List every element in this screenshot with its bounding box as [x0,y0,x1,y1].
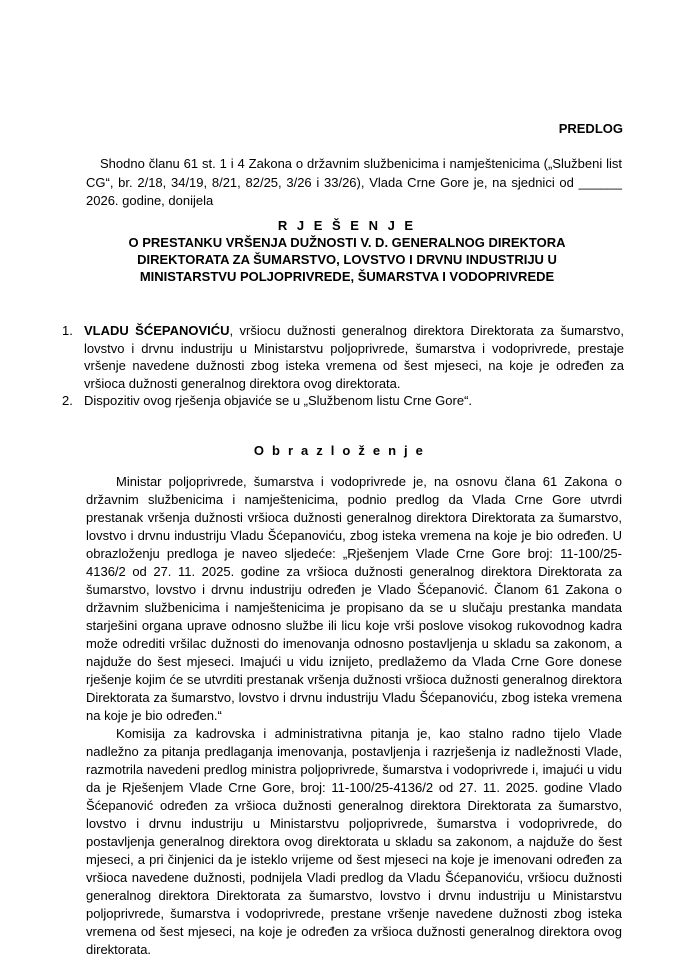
title-line-1: O PRESTANKU VRŠENJA DUŽNOSTI V. D. GENERALNOG DIREKTORA [128,235,566,250]
title-line-3: MINISTARSTVU POLJOPRIVREDE, ŠUMARSTVA I VODOPRIVREDE [139,269,555,284]
list-item [62,322,624,392]
obrazlozenje-paragraph-1: Ministar poljoprivrede, šumarstva i vodoprivrede je, na osnovu člana 61 Zakona o državnim službenicima i namještenicima, podnio predlog da Vlada Crne Gore utvrdi prestanak vršenja dužnosti vršioca dužnosti generalnog direktora Direktorata za šumarstvo, lovstvo i drvnu industriju Vladu Šćepanoviću, zbog isteka vremena na koje je bio određen. U obrazloženju predloga je naveo sljedeće: „Rješenjem Vlade Crne Gore broj: 11-100/25-4136/2 od 27. 11. 2025. godine za vršioca dužnosti generalnog direktora Direktorata za šumarstvo, lovstvo i drvnu industriju određen je Vlado Šćepanović. Članom 61 Zakona o državnim službenicima i namještenicima je propisano da se u slučaju prestanka mandata starješini organa uprave odnosno službe ili licu koje vrši poslove visokog rukovodnog kadra može odrediti vršilac dužnosti do imenovanja odnosno postavljenja u skladu sa zakonom, a najduže do šest mjeseci. Imajući u vidu iznijeto, predlažemo da Vlada Crne Gore donese rješenje kojim će se utvrditi prestanak vršenja dužnosti vršioca dužnosti generalnog direktora Direktorata za šumarstvo, lovstvo i drvnu industriju Vladu Šćepanoviću, zbog isteka vremena na koje je bio određen.“ [86,474,622,723]
rjesenje-heading: R J E Š E N J E [277,218,417,233]
obrazlozenje-paragraph-2: Komisija za kadrovska i administrativna pitanja je, kao stalno radno tijelo Vlade nadležno za pitanja predlaganja imenovanja, postavljenja i razrješenja iz nadležnosti Vlade, razmotrila navedeni predlog ministra poljoprivrede, šumarstva i vodoprivrede i, imajući u vidu da je Rješenjem Vlade Crne Gore, broj: 11-100/25-4136/2 od 27. 11. 2025. godine Vlado Šćepanović određen za vršioca dužnosti generalnog direktora Direktorata za šumarstvo, lovstvo i drvnu industriju u Ministarstvu poljoprivrede, šumarstva i vodoprivrede, do postavljenja generalnog direktora ovog direktorata u skladu sa zakonom, a najduže do šest mjeseci, a pri činjenici da je isteklo vrijeme od šest mjeseci na koje je imenovani određen za vršioca navedene dužnosti, podnijela Vladi predlog da Vladu Šćepanoviću, vršiocu dužnosti generalnog direktora Direktorata za šumarstvo, lovstvo i drvnu industriju u Ministarstvu poljoprivrede, šumarstva i vodoprivrede, prestane vršenje navedene dužnosti zbog isteka vremena od šest mjeseci, na koje je određen za vršioca dužnosti generalnog direktora ovog direktorata. [86,726,622,957]
intro-paragraph: Shodno članu 61 st. 1 i 4 Zakona o državnim službenicima i namještenicima („Službeni list CG“, br. 2/18, 34/19, 8/21, 82/25, 3/26 i 33/26), Vlada Crne Gore je, na sjednici od ______ 2026. godine, donijela [86,156,622,208]
decision-items [62,322,624,410]
item-text [84,322,624,392]
list-item [62,392,624,410]
predlog-label: PREDLOG [558,121,623,136]
item-number: 2. [62,393,73,408]
item-text: Dispozitiv ovog rješenja objaviće se u „Službenom listu Crne Gore“. [84,393,473,408]
obrazlozenje-heading: O b r a z l o ž e n j e [253,443,426,458]
item-body: , vršiocu dužnosti generalnog direktora Direktorata za šumarstvo, lovstvo i drvnu industriju u Ministarstvu poljoprivrede, šumarstva i vodoprivrede, prestaje vršenje navedene dužnosti zbog isteka vremena od šest mjeseci, na koje je određen za vršioca dužnosti generalnog direktora ovog direktorata. [84,323,624,391]
title-line-2: DIREKTORATA ZA ŠUMARSTVO, LOVSTVO I DRVNU INDUSTRIJU U [137,252,557,267]
decision-title [70,217,624,285]
obrazlozenje-body [86,473,622,959]
item-number: 1. [62,323,73,338]
item-name-bold: VLADU ŠĆEPANOVIĆU [84,323,230,338]
